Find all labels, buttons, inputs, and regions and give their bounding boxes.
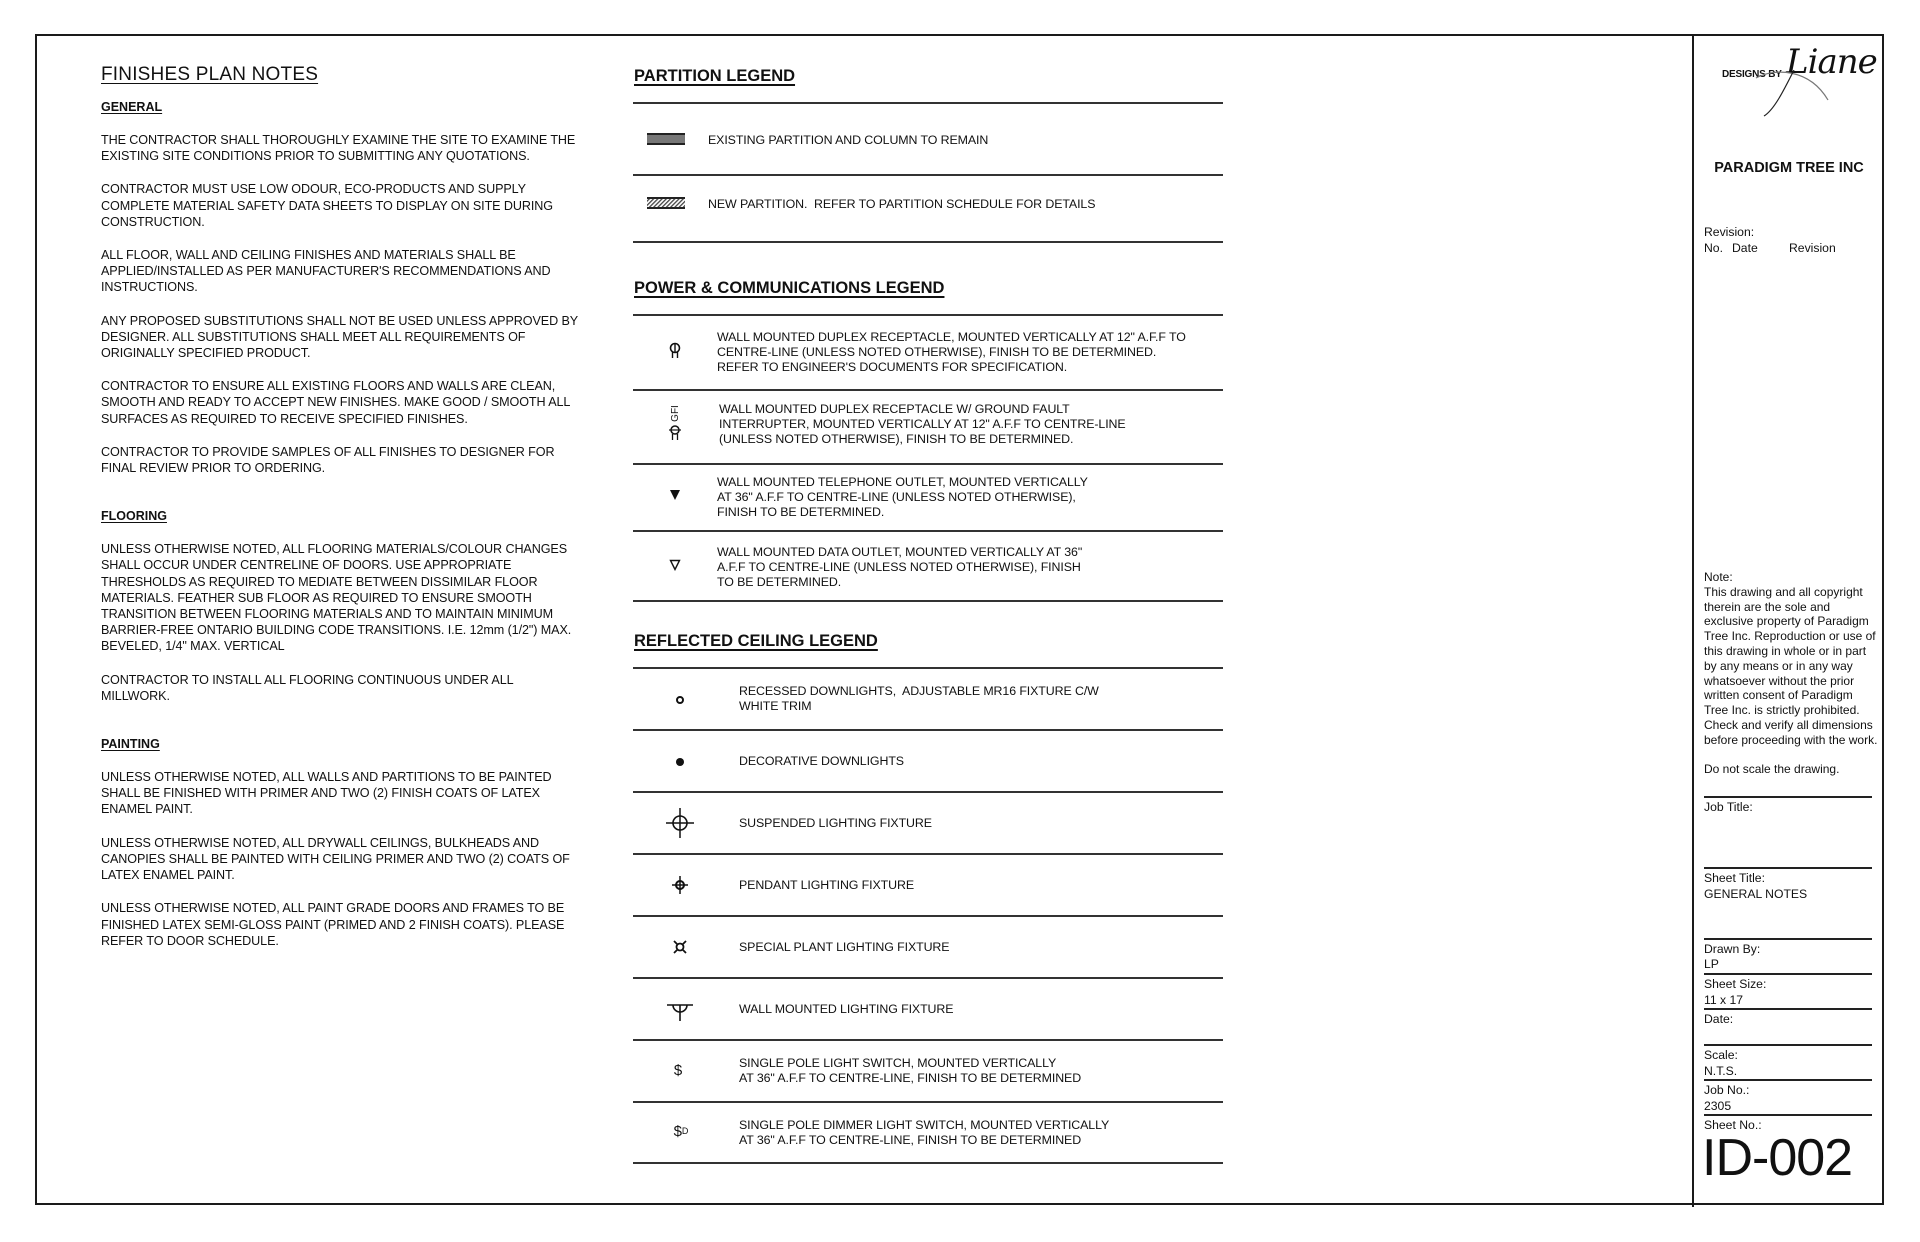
legend-rule [633,314,1223,316]
note-paragraph: ANY PROPOSED SUBSTITUTIONS SHALL NOT BE USED UNLESS APPROVED BY DESIGNER. ALL SUBSTITUTIONS SHALL MEET ALL REQUIREMENTS OF ORIGINALLY SPECIFIED PRODUCT. [101,313,578,361]
drawn-by-value: LP [1704,957,1719,971]
sheet-title-value: GENERAL NOTES [1704,887,1808,901]
legend-rule [633,977,1223,979]
note-scale: Do not scale the drawing. [1704,761,1840,776]
gfi-receptacle-icon [664,402,686,446]
note-label: Note: [1704,570,1733,584]
light-switch-icon: $ [673,1061,683,1079]
logo-prefix: DESIGNS BY [1722,69,1782,80]
recessed-downlight-icon [668,690,692,710]
title-block-rule [1704,938,1872,940]
revision-col-no: No. [1704,241,1723,255]
gfi-label: GFI [669,404,681,422]
note-paragraph: CONTRACTOR TO INSTALL ALL FLOORING CONTINUOUS UNDER ALL MILLWORK. [101,672,514,703]
title-block-rule [1704,1008,1872,1010]
title-block [1694,36,1884,1205]
legend-item-text: DECORATIVE DOWNLIGHTS [739,754,904,768]
legend-item-text: PENDANT LIGHTING FIXTURE [739,878,914,892]
finishes-plan-notes [101,64,581,966]
legend-item-text: SUSPENDED LIGHTING FIXTURE [739,816,932,830]
legend-item-text: WALL MOUNTED DUPLEX RECEPTACLE W/ GROUND FAULT INTERRUPTER, MOUNTED VERTICALLY AT 12" A.F.F TO CENTRE-LINE (UNLESS NOTED OTHERWISE), FINISH TO BE DETERMINED. [719,402,1126,446]
title-block-rule [1704,1079,1872,1081]
suspended-fixture-icon [663,806,697,840]
sheet-number: ID-002 [1702,1129,1853,1187]
legend-rule [633,915,1223,917]
existing-partition-swatch [647,132,685,146]
legend-rule [633,791,1223,793]
copyright-note [1704,570,1879,776]
note-paragraph: ALL FLOOR, WALL AND CEILING FINISHES AND MATERIALS SHALL BE APPLIED/INSTALLED AS PER MANUFACTURER'S RECOMMENDATIONS AND INSTRUCTIONS. [101,248,551,295]
dimmer-switch-icon [668,1121,694,1141]
power-legend-title: POWER & COMMUNICATIONS LEGEND [634,279,945,297]
job-no-value: 2305 [1704,1099,1732,1113]
legend-rule [633,853,1223,855]
new-partition-swatch [647,196,685,210]
partition-legend-title: PARTITION LEGEND [634,67,796,85]
title-block-rule [1704,1114,1872,1116]
legend-item-text: WALL MOUNTED DUPLEX RECEPTACLE, MOUNTED VERTICALLY AT 12" A.F.F TO CENTRE-LINE (UNLESS NOTED OTHERWISE), FINISH TO BE DETERMINED. REFER TO ENGINEER'S DOCUMENTS FOR SPECIFICATION. [717,330,1186,374]
legend-item-text: SINGLE POLE DIMMER LIGHT SWITCH, MOUNTED VERTICALLY AT 36" A.F.F TO CENTRE-LINE, FINISH TO BE DETERMINED [739,1118,1110,1147]
sheet-size-value: 11 x 17 [1704,993,1744,1007]
telephone-outlet-icon [664,487,686,503]
legend-rule [633,102,1223,104]
duplex-receptacle-icon [662,340,688,362]
legend-item-text: SINGLE POLE LIGHT SWITCH, MOUNTED VERTICALLY AT 36" A.F.F TO CENTRE-LINE, FINISH TO BE DETERMINED [739,1056,1082,1085]
legend-rule [633,1039,1223,1041]
scale-label: Scale: [1704,1048,1738,1062]
note-paragraph: UNLESS OTHERWISE NOTED, ALL WALLS AND PARTITIONS TO BE PAINTED SHALL BE FINISHED WITH PRIMER AND TWO (2) FINISH COATS OF LATEX ENAMEL PAINT. [101,770,552,817]
note-paragraph: THE CONTRACTOR SHALL THOROUGHLY EXAMINE THE SITE TO EXAMINE THE EXISTING SITE CONDITIONS PRIOR TO SUBMITTING ANY QUOTATIONS. [101,133,576,164]
sheet-no-label: Sheet No.: [1704,1118,1762,1132]
wall-fixture-icon [663,1000,697,1024]
legend-item-text: WALL MOUNTED LIGHTING FIXTURE [739,1002,954,1016]
title-block-rule [1704,973,1872,975]
legend-rule [633,389,1223,391]
designs-by-liane-logo [1694,36,1884,116]
section-heading-painting: PAINTING [101,737,160,752]
job-no-label: Job No.: [1704,1083,1750,1097]
revision-label: Revision: [1704,225,1755,239]
legend-rule [633,241,1223,243]
note-paragraph: UNLESS OTHERWISE NOTED, ALL DRYWALL CEILINGS, BULKHEADS AND CANOPIES SHALL BE PAINTED WITH CEILING PRIMER AND TWO (2) COATS OF LATEX ENAMEL PAINT. [101,835,570,883]
drawn-by-label: Drawn By: [1704,942,1761,956]
legend-rule [633,530,1223,532]
logo-script: Liane [1786,42,1877,82]
data-outlet-icon [664,557,686,573]
note-paragraph: CONTRACTOR TO PROVIDE SAMPLES OF ALL FINISHES TO DESIGNER FOR FINAL REVIEW PRIOR TO ORDERING. [101,444,555,476]
ceiling-legend-title: REFLECTED CEILING LEGEND [634,632,878,650]
plant-light-icon [668,937,692,957]
legend-item-text: WALL MOUNTED DATA OUTLET, MOUNTED VERTICALLY AT 36" A.F.F TO CENTRE-LINE (UNLESS NOTED OTHERWISE), FINISH TO BE DETERMINED. [717,545,1083,589]
title-block-rule [1704,867,1872,869]
legend-item-text: SPECIAL PLANT LIGHTING FIXTURE [739,940,950,954]
legend-rule [633,174,1223,176]
legend-item-text: RECESSED DOWNLIGHTS, ADJUSTABLE MR16 FIXTURE C/W WHITE TRIM [739,684,1099,713]
legend-item-text: WALL MOUNTED TELEPHONE OUTLET, MOUNTED VERTICALLY AT 36" A.F.F TO CENTRE-LINE (UNLESS NOTED OTHERWISE), FINISH TO BE DETERMINED. [717,475,1088,519]
revision-col-date: Date [1732,241,1758,255]
title-block-rule [1704,796,1872,798]
sheet-size-label: Sheet Size: [1704,977,1767,991]
date-label: Date: [1704,1012,1734,1026]
note-text: This drawing and all copyright therein are the sole and exclusive property of Paradigm Tree Inc. Reproduction or use of this drawing in whole or in part by any means or in any way whatsoever without the prior written consent of Paradigm Tree Inc. is strictly prohibited. Check and verify all dimensions before proceeding with the work. [1704,584,1878,747]
company-name: PARADIGM TREE INC [1714,160,1864,176]
decorative-downlight-icon [668,752,692,772]
legend-rule [633,667,1223,669]
legend-rule [633,1162,1223,1164]
note-paragraph: UNLESS OTHERWISE NOTED, ALL PAINT GRADE DOORS AND FRAMES TO BE FINISHED LATEX SEMI-GLOSS PAINT (PRIMED AND 2 FINISH COATS). PLEASE REFER TO DOOR SCHEDULE. [101,901,565,948]
section-heading-flooring: FLOORING [101,509,167,524]
dimmer-switch-superscript: D [681,1126,689,1136]
pendant-fixture-icon [668,873,692,897]
note-paragraph: CONTRACTOR MUST USE LOW ODOUR, ECO-PRODUCTS AND SUPPLY COMPLETE MATERIAL SAFETY DATA SHEETS TO DISPLAY ON SITE DURING CONSTRUCTION. [101,182,553,229]
dimmer-switch-symbol: $ [673,1122,682,1140]
revision-col-revision: Revision [1789,241,1836,255]
legend-rule [633,1101,1223,1103]
title-block-rule [1704,1044,1872,1046]
legend-rule [633,729,1223,731]
note-paragraph: UNLESS OTHERWISE NOTED, ALL FLOORING MATERIALS/COLOUR CHANGES SHALL OCCUR UNDER CENTRELINE OF DOORS. USE APPROPRIATE THRESHOLDS AS REQUIRED TO MEDIATE BETWEEN DISSIMILAR FLOOR MATERIALS. FEATHER SUB FLOOR AS REQUIRED TO ENSURE SMOOTH TRANSITION BETWEEN FLOORING MATERIALS AND TO MAINTAIN MINIMUM BARRIER-FREE ONTARIO BUILDING CODE TRANSITIONS. I.E. 12mm (1/2") MAX. BEVELED, 1/4" MAX. VERTICAL [101,542,572,654]
legend-item-text: NEW PARTITION. REFER TO PARTITION SCHEDULE FOR DETAILS [708,197,1096,211]
note-paragraph: CONTRACTOR TO ENSURE ALL EXISTING FLOORS AND WALLS ARE CLEAN, SMOOTH AND READY TO ACCEPT NEW FINISHES. MAKE GOOD / SMOOTH ALL SURFACES AS REQUIRED TO RECEIVE SPECIFIED FINISHES. [101,379,570,426]
job-title-label: Job Title: [1704,800,1753,814]
legend-item-text: EXISTING PARTITION AND COLUMN TO REMAIN [708,133,989,147]
scale-value: N.T.S. [1704,1064,1738,1078]
legend-rule [633,600,1223,602]
legend-rule [633,463,1223,465]
notes-title: FINISHES PLAN NOTES [101,64,319,85]
sheet-title-label: Sheet Title: [1704,871,1765,885]
section-heading-general: GENERAL [101,100,163,114]
